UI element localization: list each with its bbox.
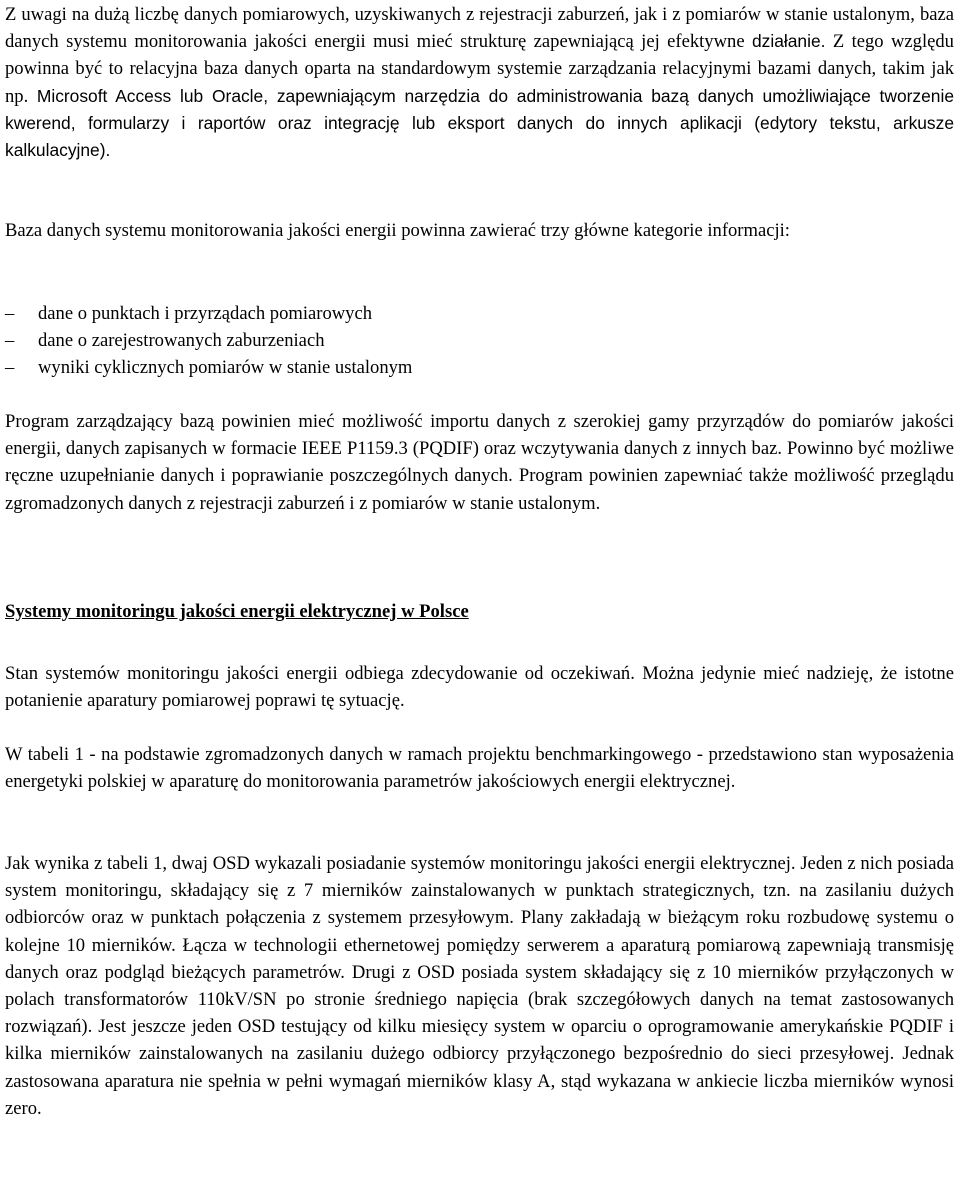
list-dash: – (5, 357, 15, 379)
paragraph-monitoring-state: Stan systemów monitoringu jakości energii odbiega zdecydowanie od oczekiwań. Można jedynie mieć nadzieję, że istotne potanienie aparatury pomiarowej poprawi tę sytuację. (5, 663, 954, 712)
list-dash: – (5, 303, 15, 324)
paragraph-text-segment: Microsoft Access lub Oracle, zapewniającym narzędzia do administrowania bazą danych umożliwiające tworzenie kwerend, formularzy i raportów oraz integrację lub eksport danych do innych aplikacji (edytory tekstu, arkusze kalkulacyjne). (5, 85, 954, 161)
list-dash: – (5, 330, 15, 352)
paragraph-osd-systems: Jak wynika z tabeli 1, dwaj OSD wykazali posiadanie systemów monitoringu jakości energii elektrycznej. Jeden z nich posiada system monitoringu, składający się z 7 mierników zainstalowanych w punktach strategicznych, tzn. na zasilaniu dużych odbiorców oraz w punktach połączenia z systemem przesyłowym. Plany zakładają w bieżącym roku rozbudowę systemu o kolejne 10 mierników. Łącza w technologii ethernetowej pomiędzy serwerem a aparaturą pomiarową zapewniają transmisję danych oraz podgląd bieżących parametrów. Drugi z OSD posiada system składający się z 10 mierników przyłączonych w polach transformatorów 110kV/SN po stronie średniego napięcia (brak szczegółowych danych na temat zastosowanych rozwiązań). Jest jeszcze jeden OSD testujący od kilku miesięcy system w oparciu o oprogramowanie amerykańskie PQDIF i kilka mierników zainstalowanych na zasilaniu dużego odbiorcy przyłączonego bezpośrednio do sieci przesyłowej. Jednak zastosowana aparatura nie spełnia w pełni wymagań mierników klasy A, stąd wykazana w ankiecie liczba mierników wynosi zero. (5, 853, 954, 1119)
section-heading: Systemy monitoringu jakości energii elektrycznej w Polsce (5, 601, 469, 622)
list-item-text: dane o zarejestrowanych zaburzeniach (38, 330, 325, 352)
list-item (5, 354, 954, 381)
paragraph-table-reference: W tabeli 1 - na podstawie zgromadzonych danych w ramach projektu benchmarkingowego - przedstawiono stan wyposażenia energetyki polskiej w aparaturę do monitorowania parametrów jakościowych energii elektrycznej. (5, 744, 954, 793)
paragraph-text-segment: Z tego względu powinna być to relacyjna baza danych oparta na standardowym systemie zarządzania relacyjnymi bazami danych, takim jak np. (5, 31, 954, 107)
list-item-text: wyniki cyklicznych pomiarów w stanie ustalonym (38, 357, 413, 379)
list-item-text: dane o punktach i przyrządach pomiarowych (38, 303, 373, 324)
list-item (5, 327, 954, 354)
paragraph-categories-intro: Baza danych systemu monitorowania jakości energii powinna zawierać trzy główne kategorie informacji: (5, 220, 790, 241)
paragraph-text-segment: Z uwagi na dużą liczbę danych pomiarowych, uzyskiwanych z rejestracji zaburzeń, jak i z pomiarów w stanie ustalonym, baza danych systemu monitorowania jakości energii musi mieć strukturę zapewniającą jej efektywne (5, 4, 954, 53)
paragraph-database-structure (5, 1, 954, 164)
list-item (5, 300, 954, 327)
categories-list (5, 300, 954, 382)
paragraph-text-segment: działanie. (751, 31, 826, 52)
paragraph-management-program: Program zarządzający bazą powinien mieć możliwość importu danych z szerokiej gamy przyrządów do pomiarów jakości energii, danych zapisanych w formacie IEEE P1159.3 (PQDIF) oraz wczytywania danych z innych baz. Powinno być możliwe ręczne uzupełnianie danych i poprawianie poszczególnych danych. Program powinien zapewniać także możliwość przeglądu zgromadzonych danych z rejestracji zaburzeń i z pomiarów w stanie ustalonym. (5, 411, 954, 514)
